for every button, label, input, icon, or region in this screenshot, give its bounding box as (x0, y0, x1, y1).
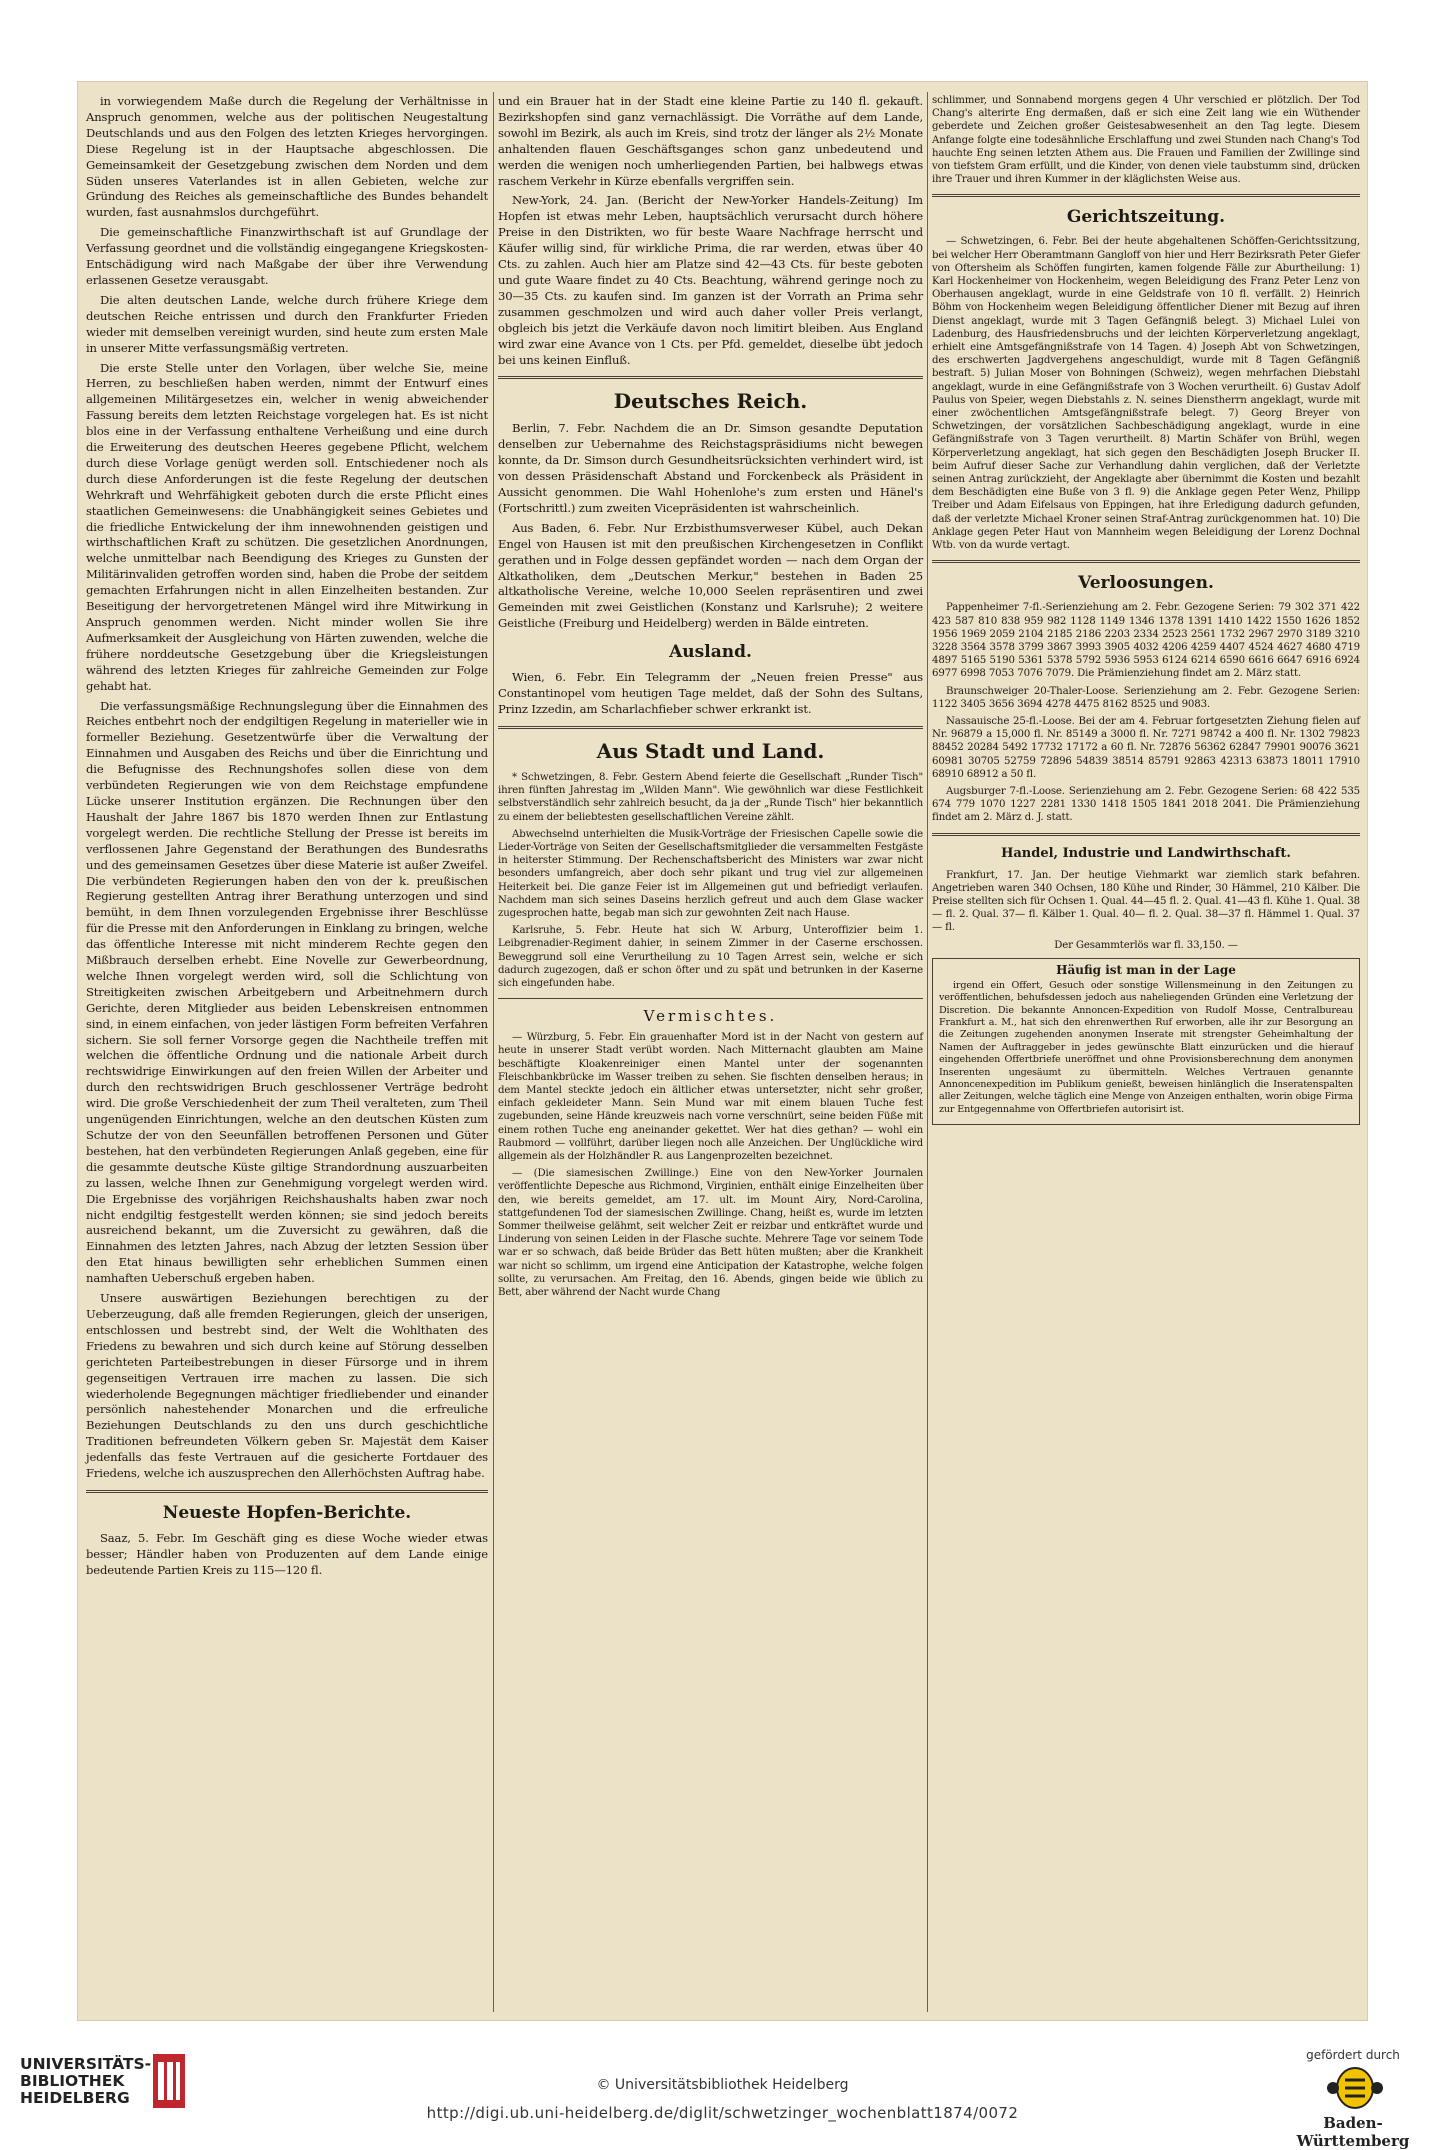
article-paragraph: Nassauische 25-fl.-Loose. Bei der am 4. Februar fortgesetzten Ziehung fielen auf Nr. 96879 a 15,000 fl. Nr. 85149 a 3000 fl. Nr. 7271 98742 a 400 fl. Nr. 1302 79823 88452 20284 5492 17732 17172 a 60 fl. Nr. 72876 56362 62847 79901 90076 3621 60981 30705 52759 72896 54839 38514 85791 92863 42313 63873 18011 17910 68910 68912 a 50 fl. (932, 715, 1360, 780)
article-paragraph: Die verfassungsmäßige Rechnungslegung über die Einnahmen des Reiches entbehrt noch der endgiltigen Regelung in materieller wie in formeller Beziehung. Gesetzentwürfe über die Verwaltung der Einnahmen und Ausgaben des Reichs und über die Einrichtung und die Befugnisse des Rechnungshofes sollen diese von dem verbündeten Regierungen wie von dem Reichstage empfundene Lücke unserer Institution ergänzen. Die Rechnungen über den Haushalt der Jahre 1867 bis 1870 werden Ihnen zur Entlastung vorgelegt werden. Die rechtliche Stellung der Presse ist bereits im verflossenen Jahre Gegenstand der Berathungen des Bundesraths und des gemeinsamen Gesetzes über diese Materie ist außer Zweifel. Die verbündeten Regierungen haben den von der k. preußischen Regierung gestellten Antrag ihrer Berathung unterzogen und sind bemüht, in dem Ihnen vorzulegenden Ergebnisse ihrer Beschlüsse für die Presse mit den Anforderungen in Einklang zu bringen, welche das öffentliche Interesse mit nicht minderem Rechte gegen den Mißbrauch derselben erhebt. Eine Novelle zur Gewerbeordnung, welche Ihnen vorgelegt werden wird, soll die Schlichtung von Streitigkeiten zwischen Arbeitgebern und Arbeitnehmern durch Gerichte, deren Mitglieder aus beiden Lebenskreisen entnommen sind, in einem einfachen, von jeder lästigen Form befreiten Verfahren sichern. Sie soll ferner Vorsorge gegen die Nachtheile treffen mit welchen die öffentliche Ordnung und die nationale Arbeit durch rechtswidrige Einwirkungen auf den freien Willen der Arbeiter und durch den rechtswidrigen Bruch geschlossener Verträge bedroht wird. Die große Verschiedenheit der zum Theil veralteten, zum Theil ungenügenden Einrichtungen, welche an den deutschen Küsten zum Schutze der von den Seeunfällen betroffenen Personen und Güter bestehen, hat den verbündeten Regierungen Anlaß gegeben, eine für die gesammte deutsche Küste giltige Strandordnung auszuarbeiten zu lassen, welche Ihnen zur Genehmigung vorgelegt werden wird. Die Ergebnisse des vorjährigen Reichshaushalts haben zwar noch nicht endgiltig festgestellt werden können; sie sind jedoch bereits ausreichend bekannt, um die Zuversicht zu gewähren, daß die Einnahmen des letzten Jahres, nach Abzug der letzten Session über den Etat hinaus bewilligten sehr erheblichen Summen einen namhaften Ueberschuß ergeben haben. (86, 698, 488, 1286)
section-verloosungen-body (932, 601, 1360, 824)
article-paragraph: in vorwiegendem Maße durch die Regelung der Verhältnisse in Anspruch genommen, welche aus der politischen Neugestaltung Deutschlands und aus den Folgen des letzten Krieges hervorgingen. Diese Regelung ist in der Hauptsache abgeschlossen. Die Gemeinsamkeit der Gesetzgebung zwischen dem Norden und dem Süden unseres Vaterlandes ist in allen Gebieten, welche zur Gründung des Reiches als gemeinschaftliche des Bundes behandelt wurden, fast ausnahmslos durchgeführt. (86, 94, 488, 220)
section-stadt-body (498, 771, 923, 1299)
section-heading-stadt: Aus Stadt und Land. (596, 738, 825, 763)
section-heading-handel: Handel, Industrie und Landwirthschaft. (1001, 845, 1291, 861)
article-paragraph: Aus Baden, 6. Febr. Nur Erzbisthumsverweser Kübel, auch Dekan Engel von Hausen ist mit den preußischen Kirchengesetzen in Conflikt gerathen und in Folge dessen gepfändet worden — nach dem Organ der Altkatholiken, dem „Deutschen Merkur," bestehen in Baden 25 altkatholische Vereine, welche 10,000 Seelen repräsentiren und zwei Gemeinden mit zwei Geistlichen (Konstanz und Karlsruhe); 2 weitere Geistliche (Freiburg und Heidelberg) werden in Bälde eintreten. (498, 520, 923, 631)
section-heading-ausland: Ausland. (669, 642, 752, 663)
section-col3-top (932, 94, 1360, 186)
total-line: Der Gesammterlös war fl. 33,150. — (1054, 939, 1238, 951)
article-paragraph: schlimmer, und Sonnabend morgens gegen 4 Uhr verschied er plötzlich. Der Tod Chang's alterirte Eng dermaßen, daß er sich eine Zeit lang wie ein Wüthender geberdete und Zeichen großer Geistesabwesenheit an den Tag legte. Diesem Anfange folgte eine todesähnliche Erschlaffung und zwei Stunden nach Chang's Tod hauchte Eng seinen letzten Athem aus. Die Frauen und Familien der Zwillinge sind von tiefstem Gram erfüllt, und die Kinder, von denen viele taubstumm sind, drücken ihre Trauer und ihren Kummer in der kläglichsten Weise aus. (932, 95, 1360, 186)
article-paragraph: — Würzburg, 5. Febr. Ein grauenhafter Mord ist in der Nacht von gestern auf heute in unserer Stadt verübt worden. Nach Mitternacht glaubten am Maine beschäftigte Kloakenreiniger einen Mantel unter der sogenannten Fleischbankbrücke im Wasser treiben zu sehen. Sie fischten denselben heraus; in dem Mantel steckte jedoch ein ältlicher etwas untersetzter, nicht sehr großer, einfach gekleideter Mann. Sein Mund war mit einem blauen Tuche fest zugebunden, seine Hände kreuzweis nach vorne verschnürt, seine beiden Füße mit einem rothen Tuche eng aneinander gekettet. Wer hat dies gethan? — wohl ein Raubmord — vollführt, darüber liegen noch alle Anzeichen. Der Unglückliche wird allgemein als der Holzhändler R. aus Langenprozelten bezeichnet. (498, 1032, 923, 1162)
divider (932, 833, 1360, 836)
divider (498, 726, 923, 729)
article-paragraph: und ein Brauer hat in der Stadt eine kleine Partie zu 140 fl. gekauft. Bezirkshopfen sind ganz vernachlässigt. Die Vorräthe auf dem Lande, sowohl im Bezirk, als auch im Kreis, sind trotz der länger als 2½ Monate anhaltenden flauen Geschäftsganges schon ganz unbedeutend und werden die wenigen noch umherliegenden Partien, bei halbwegs etwas raschem Verkehr in Kürze ebenfalls vergriffen sein. (498, 94, 923, 188)
column-2 (498, 94, 923, 1303)
funder-name: Baden-Württemberg (1296, 2114, 1410, 2150)
article-paragraph: — (Die siamesischen Zwillinge.) Eine von den New-Yorker Journalen veröffentlichte Depesche aus Richmond, Virginien, enthält einige Einzelheiten über den, wie bereits gemeldet, am 17. ult. im Mount Airy, Nord-Carolina, stattgefundenen Tod der siamesischen Zwillinge. Chang, heißt es, wurde im letzten Sommer theilweise gelähmt, seit welcher Zeit er reizbar und entkräftet wurde und Linderung von seinen Leiden in der Flasche suchte. Mehrere Tage vor seinem Tode war er so schwach, daß beide Brüder das Bett hüten mußten; aber die Krankheit war nicht so schlimm, um irgend eine Anticipation der Katastrophe, welche folgen sollte, zu verursachen. Am Freitag, den 16. Abends, gingen beide wie üblich zu Bett, aber während der Nacht wurde Chang (498, 1168, 923, 1299)
article-paragraph: Berlin, 7. Febr. Nachdem die an Dr. Simson gesandte Deputation denselben zur Uebernahme des Reichstagspräsidiums nicht bewegen konnte, da Dr. Simson durch Gesundheitsrücksichten verhindert wird, ist von dessen Präsidenschaft Abstand und Forckenbeck als Präsident in Aussicht genommen. Die Wahl Hohenlohe's zum ersten und Hänel's (Fortschrittl.) zum zweiten Vicepräsidenten ist wahrscheinlich. (498, 421, 923, 515)
section-heading-vermischtes: Vermischtes. (643, 1007, 778, 1026)
divider (932, 194, 1360, 197)
article-paragraph: Augsburger 7-fl.-Loose. Serienziehung am 2. Febr. Gezogene Serien: 68 422 535 674 779 1070 1227 2281 1330 1418 1505 1841 2018 2041. Die Prämienziehung findet am 2. März d. J. statt. (932, 785, 1360, 824)
divider (932, 560, 1360, 563)
column-rule (927, 92, 928, 2012)
section-handel-body (932, 869, 1360, 952)
article-paragraph: Saaz, 5. Febr. Im Geschäft ging es diese Woche wieder etwas besser; Händler haben von Produzenten auf dem Lande einige bedeutende Partien Kreis zu 115—120 fl. (86, 1530, 488, 1577)
column-rule (493, 92, 494, 2012)
article-paragraph: New-York, 24. Jan. (Bericht der New-Yorker Handels-Zeitung) Im Hopfen ist etwas mehr Leben, hauptsächlich verursacht durch höhere Preise in den Distrikten, wo für beste Waare Nachfrage herrscht und Käufer willig sind, für wirkliche Prima, die rar werden, etwas über 40 Cts. zu zahlen. Auch hier am Platze sind 42—43 Cts. für beste geboten und gute Waare findet zu 40 Cts. Beachtung, während geringe noch zu 30—35 Cts. zu kaufen sind. Im ganzen ist der Vorrath an Prima sehr zusammen geschmolzen und wird auch daher voller Preis verlangt, obgleich bis jetzt die Verkäufe davon noch limitirt bleiben. Aus England wird zwar eine Avance von 1 Cts. per Pfd. gemeldet, dieselbe übt jedoch bei uns keinen Einfluß. (498, 193, 923, 367)
article-paragraph: Die erste Stelle unter den Vorlagen, über welche Sie, meine Herren, zu beschließen haben werden, nimmt der Entwurf eines allgemeinen Militärgesetzes ein, welcher in wenig abweichender Fassung bereits dem letzten Reichstage vorgelegen hat. Es ist nicht blos eine in der Verfassung enthaltene Verheißung und eine durch die Erweiterung des deutschen Heeres gegebene Pflicht, welchem durch diese Vorlage genügt werden soll. Entschiedener noch als durch diese Anforderungen ist die feste Regelung der deutschen Wehrkraft und Wehrfähigkeit geboten durch die erste Pflicht eines staatlichen Gemeinwesens: die Unabhängigkeit seines Gebietes und die friedliche Entwickelung der ihm innewohnenden geistigen und wirthschaftlichen Kraft zu schützen. Die gesetzlichen Anordnungen, welche unmittelbar nach Beendigung des Krieges zu Gunsten der Militärinvaliden getroffen worden sind, haben die Probe der seitdem gemachten Erfahrungen nicht in allen Einzelheiten bestanden. Zur Beseitigung der hervorgetretenen Mängel wird ihre Mitwirkung in Anspruch genommen werden. Nicht minder wollen Sie ihre Aufmerksamkeit der Ausgleichung von Härten zuwenden, welche die frühere norddeutsche Gesetzgebung über die Kriegsleistungen während des letzten Krieges für zahlreiche Gemeinden zur Folge gehabt hat. (86, 360, 488, 693)
divider (498, 376, 923, 379)
divider (86, 1490, 488, 1493)
funded-by-label: gefördert durch (1306, 2048, 1400, 2062)
article-paragraph: Unsere auswärtigen Beziehungen berechtigen zu der Ueberzeugung, daß alle fremden Regierungen, gleich der unserigen, entschlossen und bestrebt sind, der Welt die Wohlthaten des Friedens zu bewahren und sich durch keine auf Störung desselben gerichteten Parteibestrebungen in dieser Fürsorge und in ihrem gegenseitigen Vertrauen irre machen zu lassen. Die sich wiederholende Begegnungen mächtiger friedliebender und einander persönlich nahestehender Monarchen und die erfreuliche Beziehungen Deutschlands zu den uns durch geschichtliche Traditionen befreundeten Völkern geben Sr. Majestät dem Kaiser jedenfalls das feste Vertrauen auf die gesicherte Fortdauer des Friedens, welche ich auszusprechen den Allerhöchsten Auftrag habe. (86, 1291, 488, 1481)
permalink-url[interactable]: http://digi.ub.uni-heidelberg.de/diglit/schwetzinger_wochenblatt1874/0072 (426, 2104, 1019, 2122)
state-crest-icon (1325, 2066, 1385, 2110)
article-paragraph: — Schwetzingen, 6. Febr. Bei der heute abgehaltenen Schöffen-Gerichtssitzung, bei welcher Herr Oberamtmann Gangloff von hier und Herr Bezirksrath Peter Giefer von Oftersheim als Schöffen fungirten, kamen folgende Fälle zur Aburtheilung: 1) Karl Hockenheimer von Hockenheim, wegen Beleidigung des Franz Peter Lenz von Oberhausen angeklagt, wurde in eine Geldstrafe von 10 fl. verfällt. 2) Heinrich Böhm von Hockenheim wegen Beleidigung öffentlicher Diener mit Bezug auf ihren Dienst angeklagt, wurde mit 3 Tagen Gefängniß belegt. 3) Michael Lulei von Ladenburg, des Hausfriedensbruchs und der leichten Körperverletzung angeklagt, erhielt eine Amtsgefängnißstrafe von 14 Tagen. 4) Joseph Abt von Schwetzingen, des erschwerten Jagdvergehens angeschuldigt, wurde mit 8 Tagen Gefängniß bestraft. 5) Julian Moser von Bohningen (Schweiz), wegen mehrfachen Diebstahl angeklagt, wurde in eine Gefängnißstrafe von 3 Wochen verurtheilt. 6) Gustav Adolf Paulus von Speier, wegen Diebstahls z. N. seines Dienstherrn angeklagt, wurde mit einer zwöchentlichen Amtsgefängnißstrafe belegt. 7) Georg Breyer von Schwetzingen, der vorsätzlichen Sachbeschädigung angeklagt, wurde in eine Gefängnißstrafe von 3 Tagen verurtheilt. 8) Martin Schäfer von Brühl, wegen Körperverletzung angeklagt, hat sich gegen den Beschädigten Joseph Brucker II. beim Aufruf dieser Sache zur Verhandlung dahin verglichen, daß der Verletzte seinen Antrag zurückzieht, der Angeklagte aber übernimmt die Kosten und bezahlt dem Beschädigten eine Buße von 3 fl. 9) die Anklage gegen Peter Wenz, Philipp Treiber und Adam Eifelsaus von Eppingen, hat ihre Erledigung dadurch gefunden, daß der verletzte Michael Kroner seinen Straf-Antrag zurückgenommen hat. 10) Die Anklage gegen Peter Haut von Mannheim wegen Beleidigung der Lorenz Dochnal Wtb. von da wurde vertagt. (932, 236, 1360, 552)
article-paragraph: Karlsruhe, 5. Febr. Heute hat sich W. Arburg, Unteroffizier beim 1. Leibgrenadier-Regiment dahier, in seinem Zimmer in der Caserne erschossen. Beweggrund soll eine Verurtheilung zu 10 Tagen Arrest sein, welche er sich dadurch zugezogen, daß er schon öfter und zu spät und betrunken in der Kaserne sich eingefunden habe. (498, 925, 923, 989)
article-paragraph: Abwechselnd unterhielten die Musik-Vorträge der Friesischen Capelle sowie die Lieder-Vorträge von Seiten der Gesellschaftsmitglieder die versammelten Festgäste in heiterster Stimmung. Der Rechenschaftsbericht des Ministers war zwar nicht besonders umfangreich, aber doch sehr pikant und trug viel zur allgemeinen Heiterkeit bei. Die ganze Feier ist im Allgemeinen gut und befriedigt verlaufen. Nachdem man sich seines Daseins herzlich gefreut und auch dem Glase wacker zugesprochen hatte, begab man sich zur gewohnten Zeit nach Hause. (498, 828, 923, 919)
article-paragraph: Die gemeinschaftliche Finanzwirthschaft ist auf Grundlage der Verfassung geordnet und die vollständig eingegangene Kriegskosten-Entschädigung wird nach Maßgabe der über ihre Verwendung erlassenen Gesetze verausgabt. (86, 225, 488, 287)
column-3 (932, 94, 1360, 1131)
article-paragraph: * Schwetzingen, 8. Febr. Gestern Abend feierte die Gesellschaft „Runder Tisch" ihren fünften Jahrestag im „Wilden Mann". Wie gewöhnlich war diese Festlichkeit selbstverständlich sehr zahlreich besucht, da ja der „Runde Tisch" hier bekanntlich zu einem der beliebtesten gesellschaftlichen Vereine zählt. (498, 771, 923, 823)
logo-line: HEIDELBERG (20, 2089, 130, 2107)
article-paragraph: Die alten deutschen Lande, welche durch frühere Kriege dem deutschen Reiche entrissen und durch den Frankfurter Frieden wieder mit demselben vereinigt wurden, sind heute zum ersten Male in unserer Mitte verfassungsmäßig vertreten. (86, 292, 488, 355)
ad-text: irgend ein Offert, Gesuch oder sonstige Willensmeinung in den Zeitungen zu veröffentlichen, behufsdessen jedoch aus naheliegenden Gründen eine Verletzung der Discretion. Die bekannte Annoncen-Expedition von Rudolf Mosse, Centralbureau Frankfurt a. M., hat sich den ehrenwerthen Ruf erworben, alle ihr zur Besorgung an die Zeitungen zugehenden anonymen Inserate mit strengster Geheimhaltung der Namen der Auftraggeber in jedes gewünschte Blatt einzurücken und die hierauf eingehenden Offertbriefe uneröffnet und ohne Provisionsberechnung dem anonymen Inserenten ungesäumt zu übermitteln. Welches Vertrauen genannte Annoncenexpedition im Publikum genießt, beweisen hinlänglich die Inseratenspalten aller Zeitungen, welche täglich eine Menge von Anzeigen enthalten, worin obige Firma zur Entgegennahme von Offertbriefen autorisirt ist. (939, 979, 1353, 1115)
section-heading-gericht: Gerichtszeitung. (1066, 207, 1226, 228)
newspaper-page (78, 82, 1367, 2020)
article-paragraph: Wien, 6. Febr. Ein Telegramm der „Neuen freien Presse" aus Constantinopel vom heutigen Tage meldet, daß der Sohn des Sultans, Prinz Izzedin, am Scharlachfieber schwer erkrankt ist. (498, 670, 923, 716)
footer-bar (0, 2026, 1445, 2150)
section-heading-reich: Deutsches Reich. (613, 389, 808, 414)
section-gericht-body (932, 235, 1360, 552)
copyright-notice: © Universitätsbibliothek Heidelberg (596, 2077, 849, 2093)
ad-title: Häufig ist man in der Lage (1056, 962, 1236, 977)
column-1 (86, 94, 488, 1583)
article-paragraph: Frankfurt, 17. Jan. Der heutige Viehmarkt war ziemlich stark befahren. Angetrieben waren 340 Ochsen, 180 Kühe und Rinder, 30 Hämmel, 210 Kälber. Die Preise stellten sich für Ochsen 1. Qual. 44—45 fl. 2. Qual. 41—43 fl. Kühe 1. Qual. 38— fl. 2. Qual. 37— fl. Kälber 1. Qual. 40— fl. 2. Qual. 38—37 fl. Hämmel 1. Qual. 37— fl. (932, 869, 1360, 934)
logo-line: BIBLIOTHEK (20, 2072, 125, 2090)
article-paragraph: Braunschweiger 20-Thaler-Loose. Serienziehung am 2. Febr. Gezogene Serien: 1122 3405 3656 3694 4278 4475 8162 8525 und 9083. (932, 685, 1360, 710)
section-heading-verloosungen: Verloosungen. (1078, 573, 1214, 594)
section-heading-hopfen: Neueste Hopfen-Berichte. (162, 1502, 412, 1523)
article-paragraph: Pappenheimer 7-fl.-Serienziehung am 2. Febr. Gezogene Serien: 79 302 371 422 423 587 810 838 959 982 1128 1149 1346 1378 1391 1410 1422 1550 1626 1852 1956 1969 2059 2104 2185 2186 2203 2334 2523 2561 1732 2967 2970 3189 3210 3228 3564 3578 3799 3867 3993 3905 4032 4206 4259 4407 4524 4627 4680 4719 4897 5165 5190 5361 5378 5792 5936 5953 6124 6214 6590 6616 6647 6916 6924 6977 6998 7053 7076 7079. Die Prämienziehung findet am 2. März statt. (932, 602, 1360, 680)
advertisement-box (932, 958, 1360, 1125)
divider (498, 998, 923, 999)
logo-line: UNIVERSITÄTS- (20, 2055, 152, 2073)
